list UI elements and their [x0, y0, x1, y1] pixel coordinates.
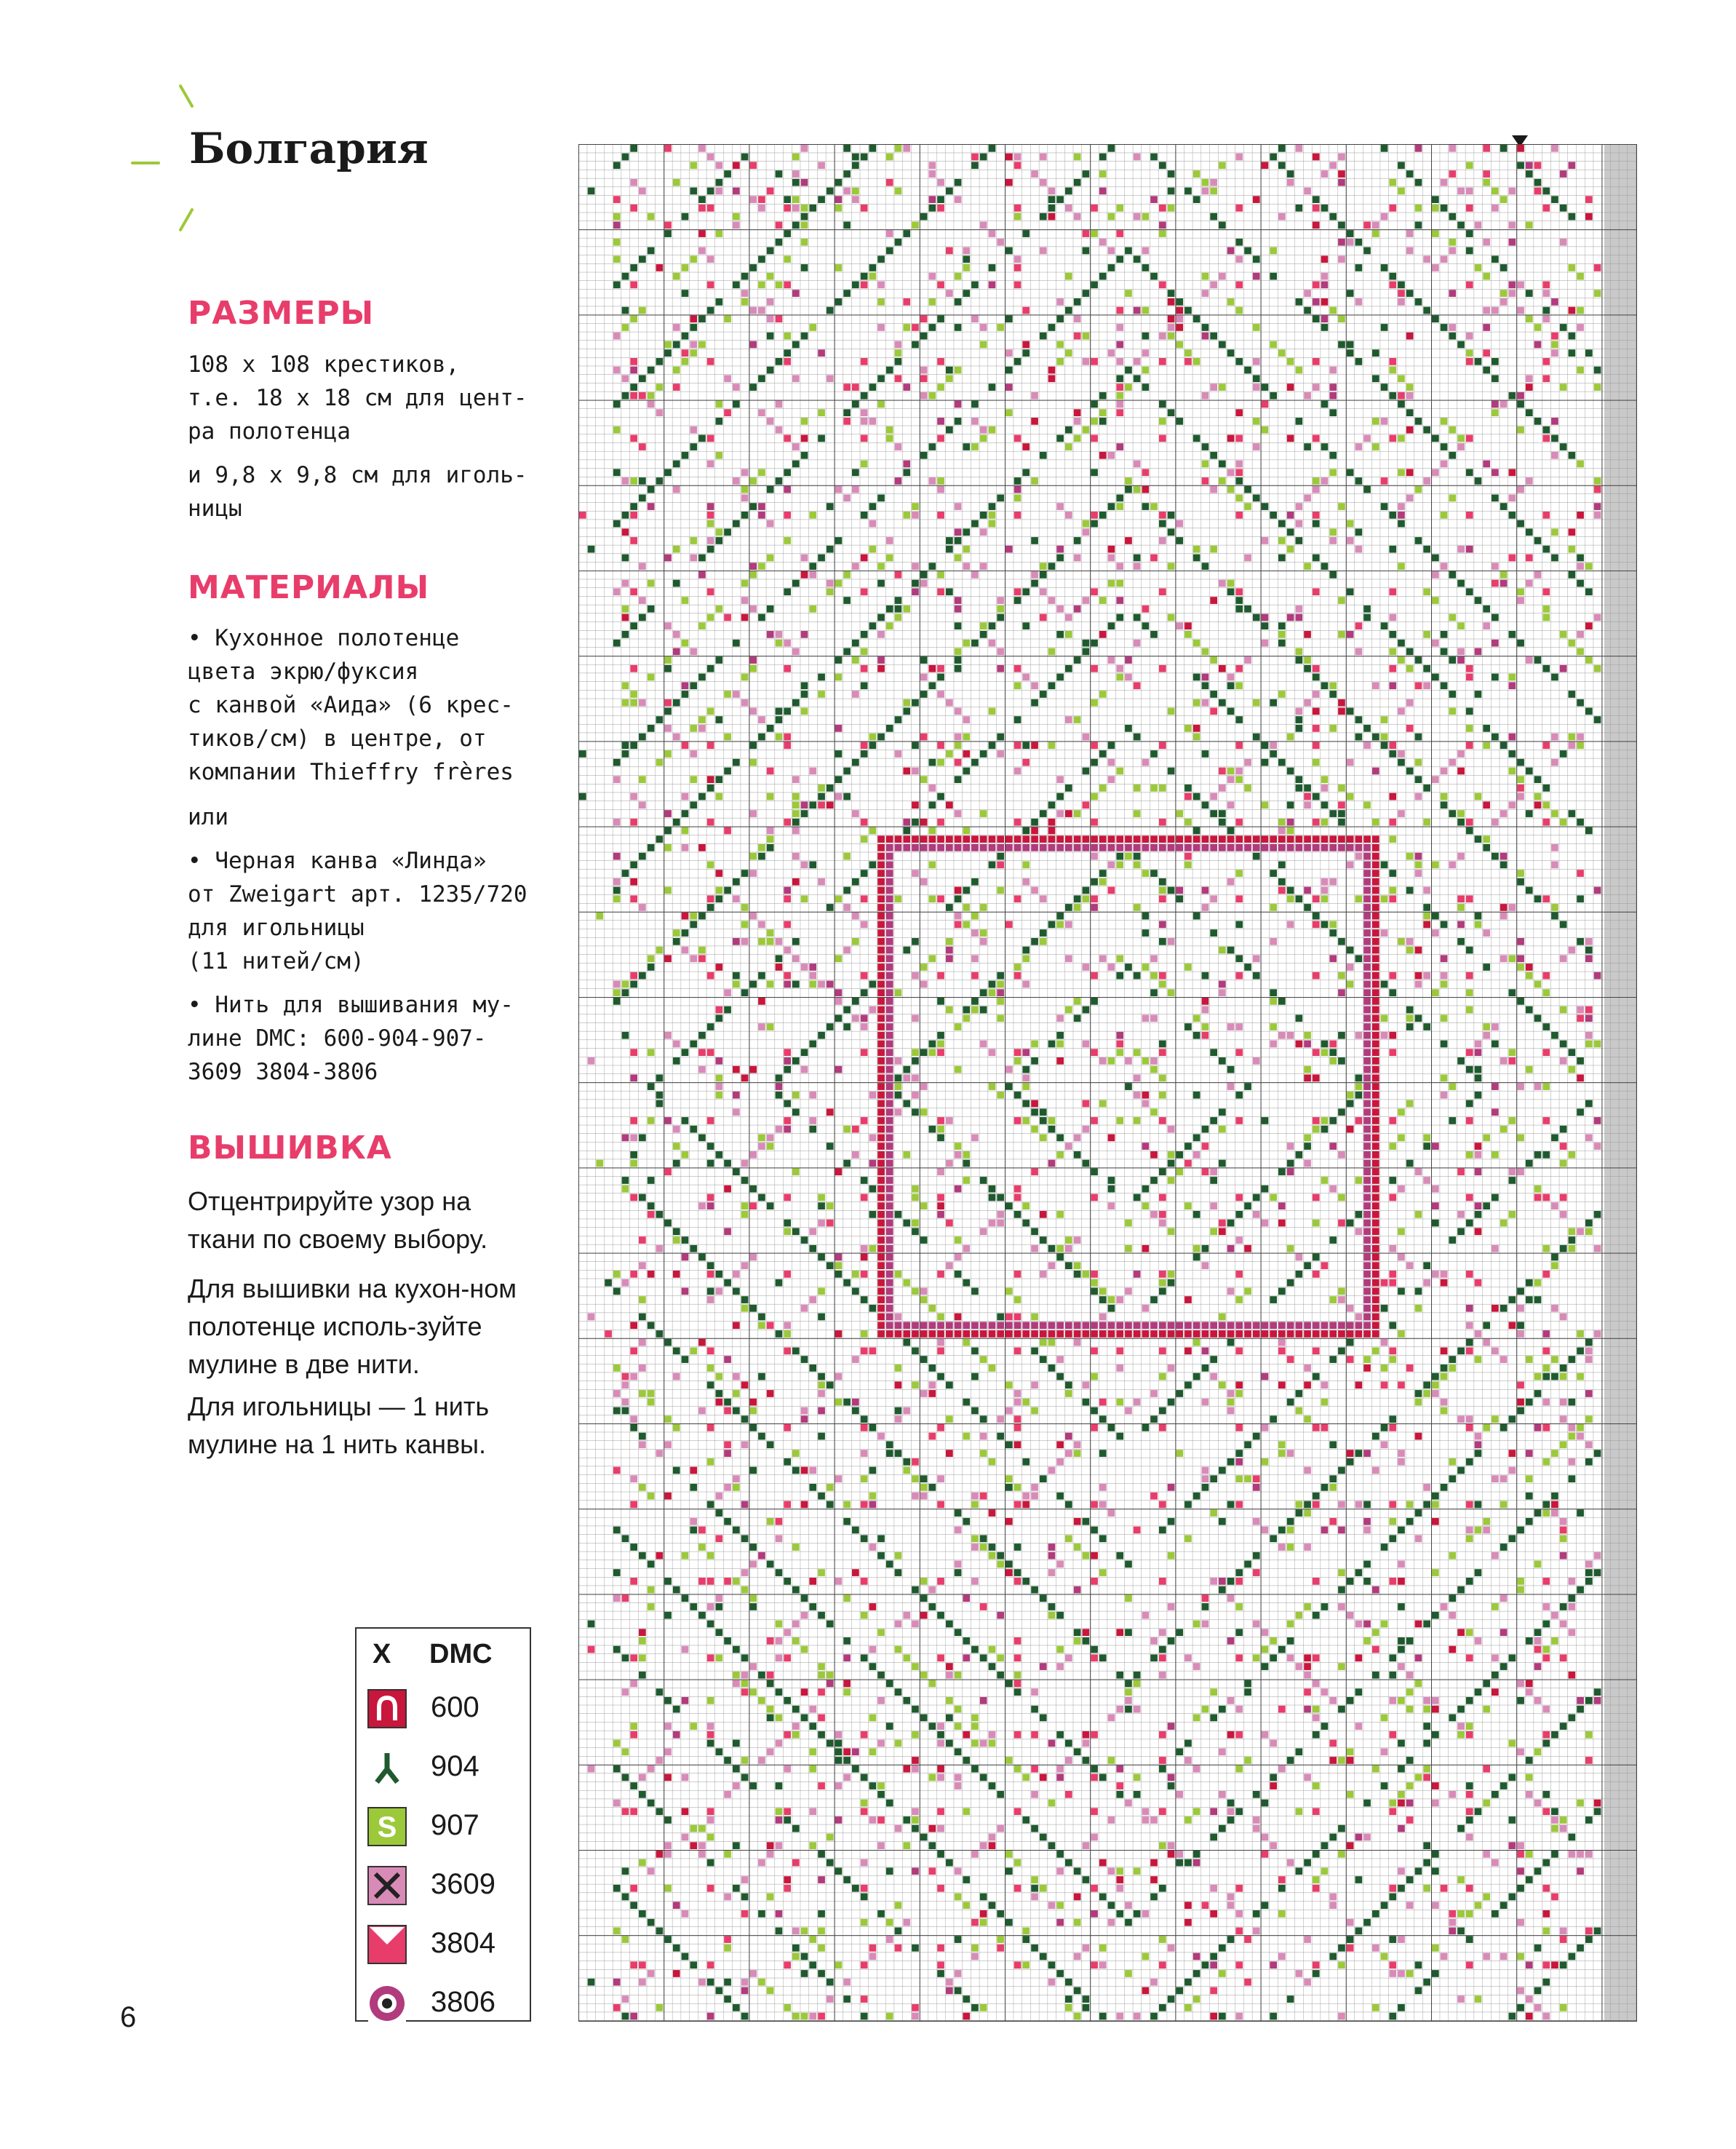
embroidery-paragraph: Отцентрируйте узор на ткани по своему выбору. [188, 1186, 488, 1254]
legend-symbol-header: X [373, 1639, 391, 1669]
cross-stitch-chart [578, 144, 1637, 2022]
legend-row [357, 1798, 530, 1856]
title-block [131, 80, 568, 226]
page-number: 6 [120, 2001, 137, 2033]
color-legend [355, 1627, 531, 2022]
sizes-line: т.е. 18 x 18 см для цент- [188, 385, 527, 411]
legend-row [357, 1739, 530, 1797]
legend-code: 907 [431, 1809, 479, 1841]
sizes-heading: РАЗМЕРЫ [188, 295, 375, 332]
arch-icon [367, 1688, 407, 1729]
fork-icon [367, 1747, 407, 1788]
materials-line: лине DMC: 600-904-907- [188, 1025, 487, 1052]
embroidery-paragraph: Для вышивки на кухон-ном полотенце исполь-зуйте мулине в две нити. [188, 1274, 517, 1379]
sizes-line: ра полотенца [188, 418, 351, 445]
legend-row [357, 1680, 530, 1738]
embroidery-heading: ВЫШИВКА [188, 1129, 392, 1167]
materials-line: 3609 3804-3806 [188, 1059, 378, 1085]
sizes-line: ницы [188, 496, 242, 522]
chevron-icon [367, 1924, 407, 1965]
embroidery-paragraph: Для игольницы — 1 нить мулине на 1 нить канвы. [188, 1391, 490, 1459]
dot-icon [367, 1983, 407, 2024]
sizes-line: 108 x 108 крестиков, [188, 351, 460, 378]
legend-code: 600 [431, 1691, 479, 1723]
materials-line: с канвой «Аида» (6 крес- [188, 692, 514, 718]
legend-row [357, 1915, 530, 1974]
legend-code: 3806 [431, 1986, 495, 2018]
legend-code: 3609 [431, 1868, 495, 1900]
legend-row [357, 1974, 530, 2033]
ray-decoration [178, 84, 194, 108]
page-title: Болгария [189, 124, 429, 173]
materials-line: или [188, 804, 228, 830]
materials-line: цвета экрю/фуксия [188, 659, 419, 685]
materials-line: для игольницы [188, 915, 365, 941]
materials-heading: МАТЕРИАЛЫ [188, 569, 430, 606]
materials-line: тиков/см) в центре, от [188, 726, 487, 752]
materials-line: от Zweigart арт. 1235/720 [188, 881, 527, 907]
materials-line: • Нить для вышивания му- [188, 992, 514, 1018]
legend-row [357, 1856, 530, 1915]
legend-dmc-header: DMC [429, 1639, 493, 1669]
materials-line: (11 нитей/см) [188, 948, 365, 974]
legend-code: 3804 [431, 1927, 495, 1959]
cross-icon [367, 1865, 407, 1906]
materials-line: • Черная канва «Линда» [188, 848, 487, 874]
materials-line: компании Thieffry frères [188, 759, 514, 785]
legend-header [357, 1639, 530, 1675]
ray-decoration [131, 162, 160, 164]
svg-text:S: S [377, 1811, 397, 1843]
ray-decoration [178, 207, 194, 231]
materials-line: • Кухонное полотенце [188, 625, 460, 651]
s-icon [367, 1806, 407, 1847]
legend-code: 904 [431, 1750, 479, 1782]
sizes-line: и 9,8 x 9,8 см для иголь- [188, 462, 527, 488]
